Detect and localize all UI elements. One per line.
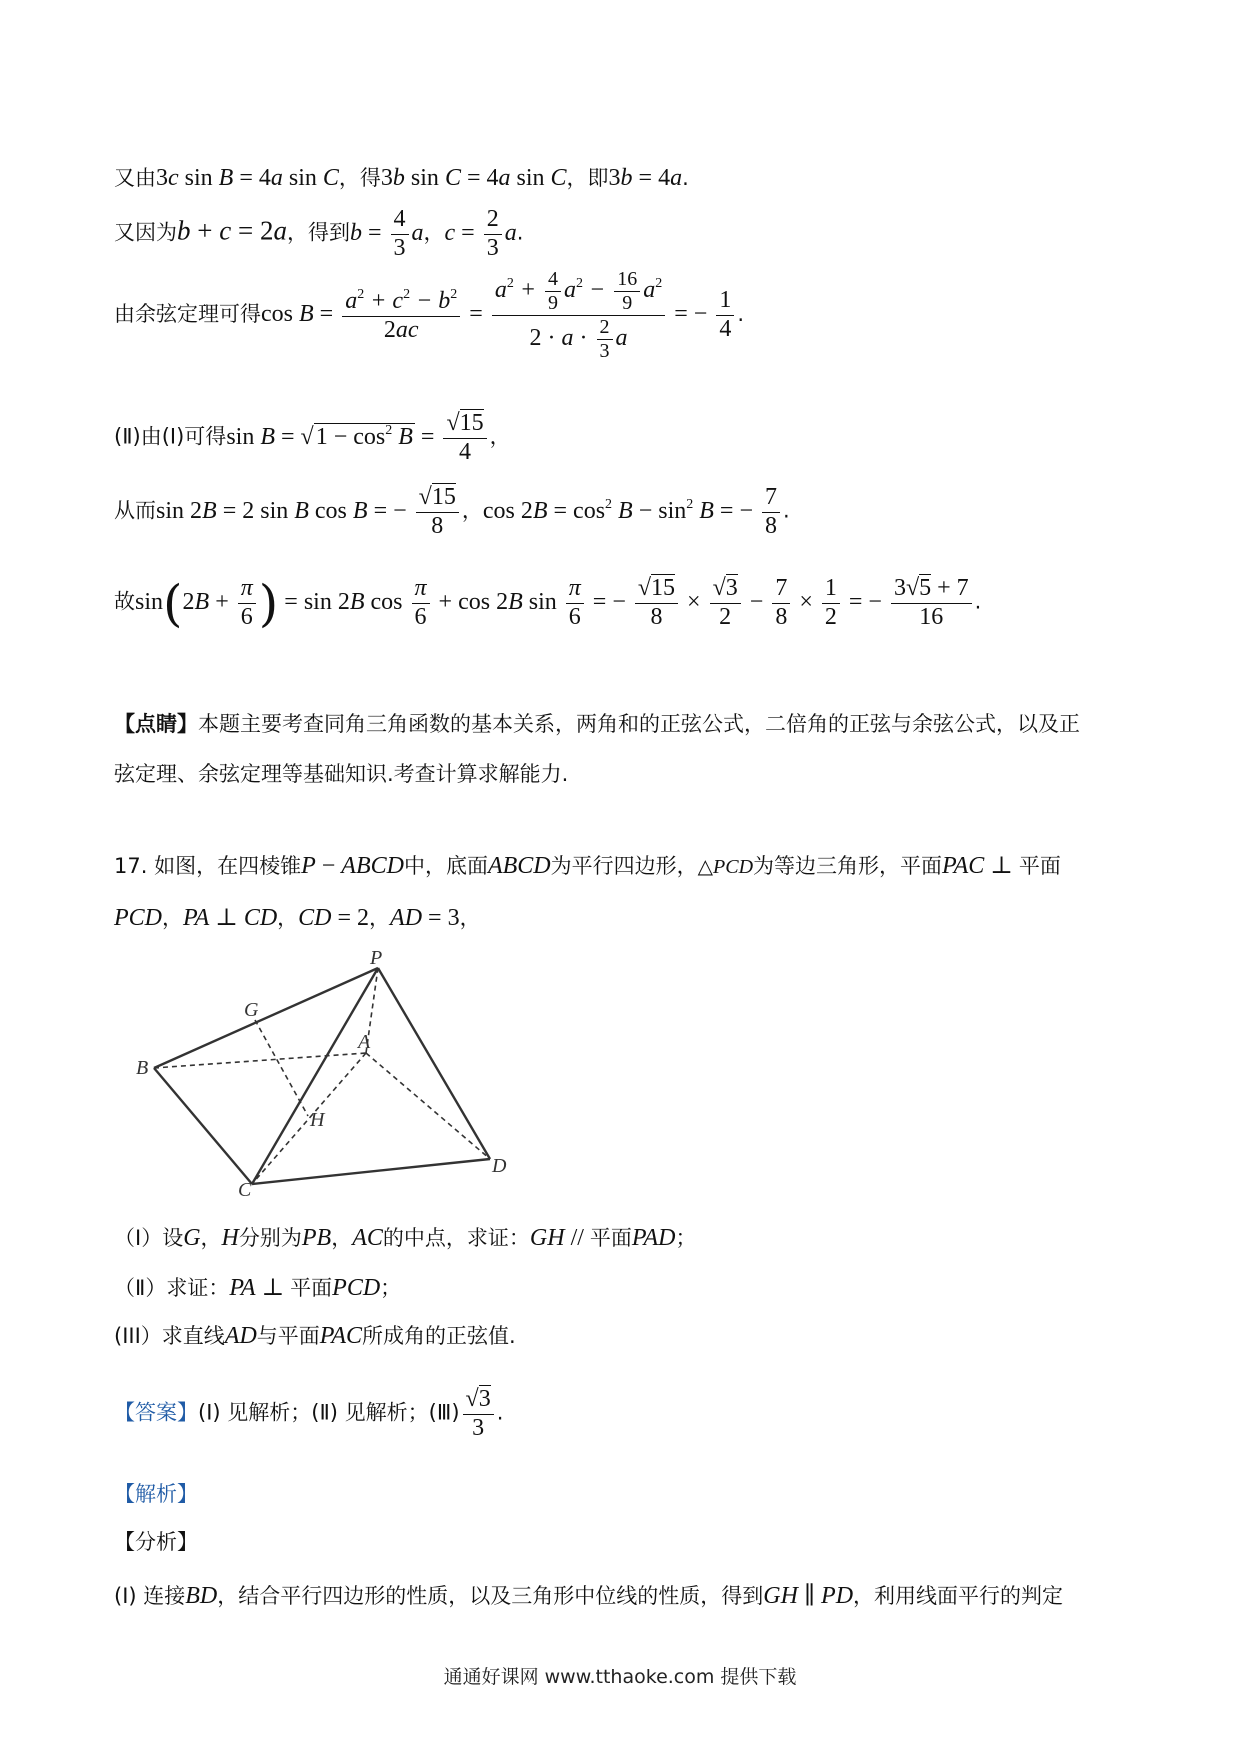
math: GH ∥ PD (763, 1583, 854, 1609)
math: AD = 3 (390, 905, 460, 931)
math: PB (301, 1225, 332, 1251)
edge-BC (154, 1068, 252, 1184)
dianjing-label: 【点睛】 (114, 712, 198, 736)
math: cos B = $\frac{a^2 + c^2 - b^2}{2ac}$ = $a^2$ + $\frac{4}{9}$ $a^2$ − $\frac{16}{9}$ $a^2$ 2 · a · $\frac{2}{3}$ a = − $\frac{1}{4}$ (261, 301, 737, 327)
vertex-labels (136, 948, 507, 1198)
math: PAC ⊥ (942, 853, 1019, 879)
solution-line-5: 从而sin 2B = 2 sin B cos B = − $\frac{√15}{8}$ ，$\cos 2B = \cos^2 B - \sin^2 B$ = − $\frac{7}{8}$ . (114, 484, 790, 539)
math: H (221, 1225, 239, 1251)
math: 3b = 4a (608, 165, 683, 191)
math: PCD (114, 905, 162, 931)
label-G: G (244, 999, 259, 1021)
dianjing-line-2: 弦定理、余弦定理等基础知识.考查计算求解能力. (114, 762, 569, 786)
question-2: （Ⅱ）求证：PA ⊥ 平面PCD； (114, 1275, 402, 1301)
math: AD (224, 1323, 257, 1349)
math: sin 2B = 2 sin B cos B = − $\frac{√15}{8}$ (156, 498, 462, 524)
edge-AC (252, 1053, 366, 1184)
math: sin(2B + $\frac{\pi}{6}$ ) = sin 2B cos $\frac{\pi}{6}$ + cos 2B sin $\frac{\pi}{6}$ = − $\frac{√15}{8}$ × $\frac{√3}{2}$ − $\frac{7}{8}$ × $\frac{1}{2}$ = − $\frac{3√5 + 7}{16}$ (135, 589, 975, 615)
problem-17-line-1: 17. 如图，在四棱锥P − ABCD中，底面ABCD为平行四边形，△PCD为等边三角形，平面PAC ⊥ 平面 (114, 853, 1061, 879)
math: ABCD (487, 853, 551, 879)
edge-BP (154, 968, 378, 1068)
edge-CD (252, 1159, 490, 1184)
math: PA ⊥ (229, 1275, 291, 1301)
label-D: D (492, 1155, 507, 1177)
math: $\frac{√3}{3}$ (460, 1400, 497, 1426)
label-H: H (310, 1109, 325, 1131)
label-P: P (370, 948, 383, 969)
math: 3b sin C = 4a sin C (380, 165, 567, 191)
solid-edges (154, 968, 490, 1184)
math: b = $\frac{4}{3}$ a (349, 206, 424, 261)
solution-line-2: 又因为b + c = 2a，得到b = $\frac{4}{3}$ a，c = $\frac{2}{3}$ a. (114, 206, 524, 261)
edge-PD (378, 968, 490, 1159)
label-C: C (238, 1179, 252, 1198)
math: CD = 2 (298, 905, 370, 931)
math: b + c = 2a (177, 215, 287, 246)
page-footer: 通通好课网 www.tthaoke.com 提供下载 (443, 1666, 797, 1688)
dianjing-line-1: 【点睛】本题主要考查同角三角函数的基本关系，两角和的正弦公式，二倍角的正弦与余弦公式，以及正 (114, 712, 1080, 736)
math: PAD (631, 1225, 676, 1251)
math: c = $\frac{2}{3}$ a (444, 206, 517, 261)
pyramid-figure (130, 948, 520, 1198)
solution-line-6: 故sin(2B + $\frac{\pi}{6}$ ) = sin 2B cos $\frac{\pi}{6}$ + cos 2B sin $\frac{\pi}{6}$ = − $\frac{√15}{8}$ × $\frac{√3}{2}$ − $\frac{7}{8}$ × $\frac{1}{2}$ = − $\frac{3√5 + 7}{16}$ . (114, 574, 982, 632)
solution-line-1: 又由3c sin B = 4a sin C，得3b sin C = 4a sin C，即3b = 4a. (114, 165, 689, 191)
math: GH // (529, 1225, 590, 1251)
edge-AD (366, 1053, 490, 1159)
math: PA ⊥ CD (183, 905, 278, 931)
dashed-edges (154, 968, 490, 1184)
problem-17-line-2: PCD，PA ⊥ CD，CD = 2，AD = 3， (114, 905, 481, 931)
answer-label: 【答案】 (114, 1400, 198, 1425)
edge-CP (252, 968, 378, 1184)
segment-GH (255, 1020, 308, 1116)
math: $\sin B = √1 - \cos^2 B$ = $\frac{√15}{4}$ (226, 424, 489, 450)
solution-line-3: 由余弦定理可得cos B = $\frac{a^2 + c^2 - b^2}{2ac}$ = $a^2$ + $\frac{4}{9}$ $a^2$ − $\frac{16}{9}$ $a^2$ 2 · a · $\frac{2}{3}$ a = − $\frac{1}{4}$ . (114, 268, 744, 362)
math: PAC (319, 1323, 363, 1349)
question-1: （Ⅰ）设G，H分别为PB，AC的中点，求证：GH // 平面PAD； (114, 1225, 697, 1251)
math: △PCD (697, 856, 754, 878)
edge-BA (154, 1053, 366, 1068)
math: P − ABCD (301, 853, 404, 879)
math: AC (352, 1225, 383, 1251)
question-3: (III）求直线AD与平面PAC所成角的正弦值. (114, 1323, 516, 1349)
math: 3c sin B = 4a sin C (156, 165, 339, 191)
answer-line: 【答案】(Ⅰ) 见解析；(Ⅱ) 见解析；(Ⅲ) $\frac{√3}{3}$ . (114, 1386, 504, 1441)
label-A: A (358, 1031, 371, 1053)
jiexi-label: 【解析】 (114, 1482, 198, 1506)
math: PCD (332, 1275, 381, 1301)
fenxi-label: 【分析】 (114, 1530, 198, 1554)
fenxi-line-1: (Ⅰ) 连接BD，结合平行四边形的性质，以及三角形中位线的性质，得到GH ∥ PD，利用线面平行的判定 (114, 1583, 1064, 1609)
math: $\cos 2B = \cos^2 B - \sin^2 B$ = − $\frac{7}{8}$ (483, 498, 783, 524)
math: BD (185, 1583, 218, 1609)
solution-line-4: (Ⅱ)由(Ⅰ)可得$\sin B = √1 - \cos^2 B$ = $\frac{√15}{4}$ ， (114, 410, 511, 465)
label-B: B (136, 1057, 149, 1079)
math: G (183, 1225, 201, 1251)
